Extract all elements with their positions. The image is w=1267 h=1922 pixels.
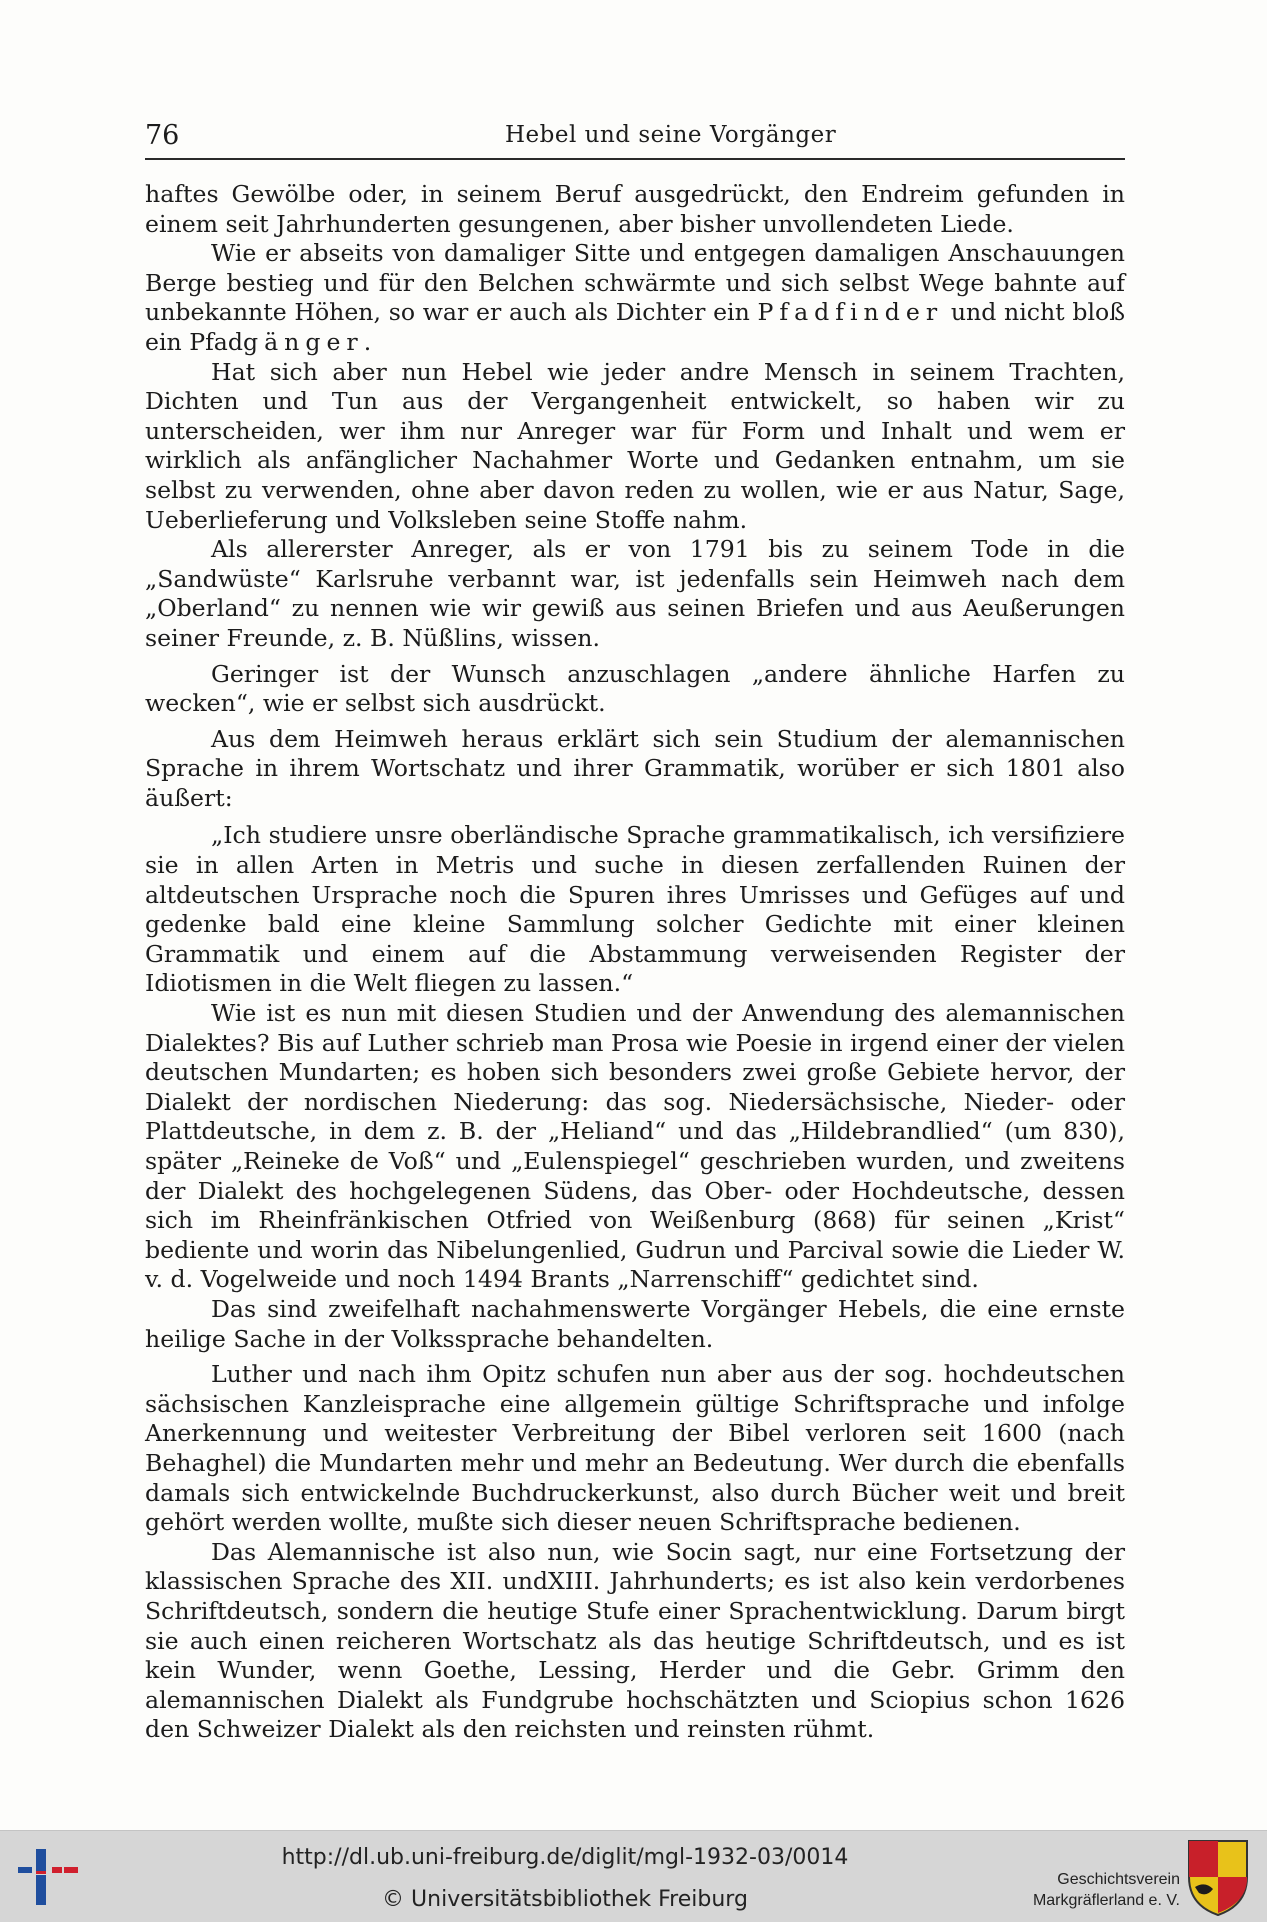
body-text (145, 180, 1125, 1745)
paragraph: Als allererster Anreger, als er von 1791 bis zu seinem Tode in die „Sandwüste“ Karlsruhe verbannt war, ist jedenfalls sein Heimweh nach dem „Oberland“ zu nennen wie wir gewiß aus seinen Briefen und aus Aeußerungen seiner Freunde, z. B. Nüßlins, wissen. (145, 535, 1125, 652)
text-run: und nicht bloß ein Pfad (145, 298, 1125, 356)
coat-of-arms-icon (1185, 1837, 1251, 1917)
page-header (145, 118, 1125, 160)
paragraph: Das Alemannische ist also nun, wie Socin sagt, nur eine Fortsetzung der klassischen Sprache des XII. undXIII. Jahrhunderts; es ist also kein verdorbenes Schriftdeutsch, sondern die heutige Stufe einer Sprachentwicklung. Darum birgt sie auch einen reicheren Wortschatz als das heutige Schriftdeutsch, und es ist kein Wunder, wenn Goethe, Lessing, Herder und die Gebr. Grimm den alemannischen Dialekt als Fundgrube hochschätzten und Sciopius schon 1626 den Schweizer Dialekt als den reichsten und reinsten rühmt. (145, 1537, 1125, 1744)
paragraph (145, 239, 1125, 357)
library-logo-icon[interactable] (14, 1839, 84, 1914)
paragraph: Hat sich aber nun Hebel wie jeder andre Mensch in seinem Trachten, Dichten und Tun aus der Vergangenheit entwickelt, so haben wir zu unterscheiden, wer ihm nur Anreger war für Form und Inhalt und wem er wirklich als anfänglicher Nachahmer Worte und Gedanken entnahm, um sie selbst zu verwenden, ohne aber davon reden zu wollen, wie er aus Natur, Sage, Ueberlieferung und Volksleben seine Stoffe nahm. (145, 357, 1125, 534)
paragraph: haftes Gewölbe oder, in seinem Beruf ausgedrückt, den Endreim gefunden in einem seit Jahrhunderten gesungenen, aber bisher unvollendeten Liede. (145, 180, 1125, 238)
text-run: . (363, 327, 372, 356)
paragraph: Aus dem Heimweh heraus erklärt sich sein Studium der alemannischen Sprache in ihrem Wortschatz und ihrer Grammatik, worüber er sich 1801 also äußert: (145, 724, 1125, 812)
paragraph: Geringer ist der Wunsch anzuschlagen „andere ähnliche Harfen zu wecken“, wie er selbst sich ausdrückt. (145, 659, 1125, 718)
society-line: Markgräflerland e. V. (1032, 1892, 1180, 1909)
paragraph: Das sind zweifelhaft nachahmenswerte Vorgänger Hebels, die eine ernste heilige Sache in der Volkssprache behandelten. (145, 1294, 1125, 1353)
society-name (1000, 1869, 1180, 1911)
society-line: Geschichtsverein (1057, 1871, 1180, 1888)
running-title: Hebel und seine Vorgänger (505, 122, 837, 148)
paragraph: Luther und nach ihm Opitz schufen nun aber aus der sog. hochdeutschen sächsischen Kanzleisprache eine allgemein gültige Schriftsprache und infolge Anerkennung und weitester Verbreitung der Bibel verloren seit 1600 (nach Behaghel) die Mundarten mehr und mehr an Bedeutung. Wer durch die ebenfalls damals sich entwickelnde Buchdruckerkunst, also durch Bücher weit und breit gehört werden wollte, mußte sich dieser neuen Schriftsprache bedienen. (145, 1360, 1125, 1537)
emphasized-word: gänger (242, 327, 364, 356)
document-url[interactable]: http://dl.ub.uni-freiburg.de/diglit/mgl-1932-03/0014 (281, 1845, 849, 1870)
quotation: „Ich studiere unsre oberländische Sprache grammatikalisch, ich versifiziere sie in allen Arten in Metris und suche in diesen zerfallenden Ruinen der altdeutschen Ursprache noch die Spuren ihres Umrisses und Gefüges auf und gedenke bald eine kleine Sammlung solcher Gedichte mit einer kleinen Grammatik und einem auf die Abstammung verweisenden Register der Idiotismen in die Welt fliegen zu lassen.“ (145, 821, 1125, 998)
copyright-notice: © Universitätsbibliothek Freiburg (382, 1887, 748, 1912)
viewer-footer (0, 1830, 1267, 1922)
emphasized-word: Pfadfinder (757, 298, 944, 327)
text-run: Wie er abseits von damaliger Sitte und entgegen damaligen Anschauungen Berge bestieg und für den Belchen schwärmte und sich selbst Wege bahnte auf unbekannte Höhen, so war er auch als Dichter ein (145, 239, 1125, 327)
paragraph: Wie ist es nun mit diesen Studien und der Anwendung des alemannischen Dialektes? Bis auf Luther schrieb man Prosa wie Poesie in irgend einer der vielen deutschen Mundarten; es hoben sich besonders zwei große Gebiete hervor, der Dialekt der nordischen Niederung: das sog. Niedersächsische, Nieder- oder Plattdeutsche, in dem z. B. der „Heliand“ und das „Hildebrandlied“ (um 830), später „Reineke de Voß“ und „Eulenspiegel“ geschrieben wurden, und zweitens der Dialekt des hochgelegenen Südens, das Ober- oder Hochdeutsche, dessen sich im Rheinfränkischen Otfried von Weißenburg (868) für seinen „Krist“ bediente und worin das Nibelungenlied, Gudrun und Parcival sowie die Lieder W. v. d. Vogelweide und noch 1494 Brants „Narrenschiff“ gedichtet sind. (145, 999, 1125, 1294)
page-number: 76 (145, 120, 180, 151)
